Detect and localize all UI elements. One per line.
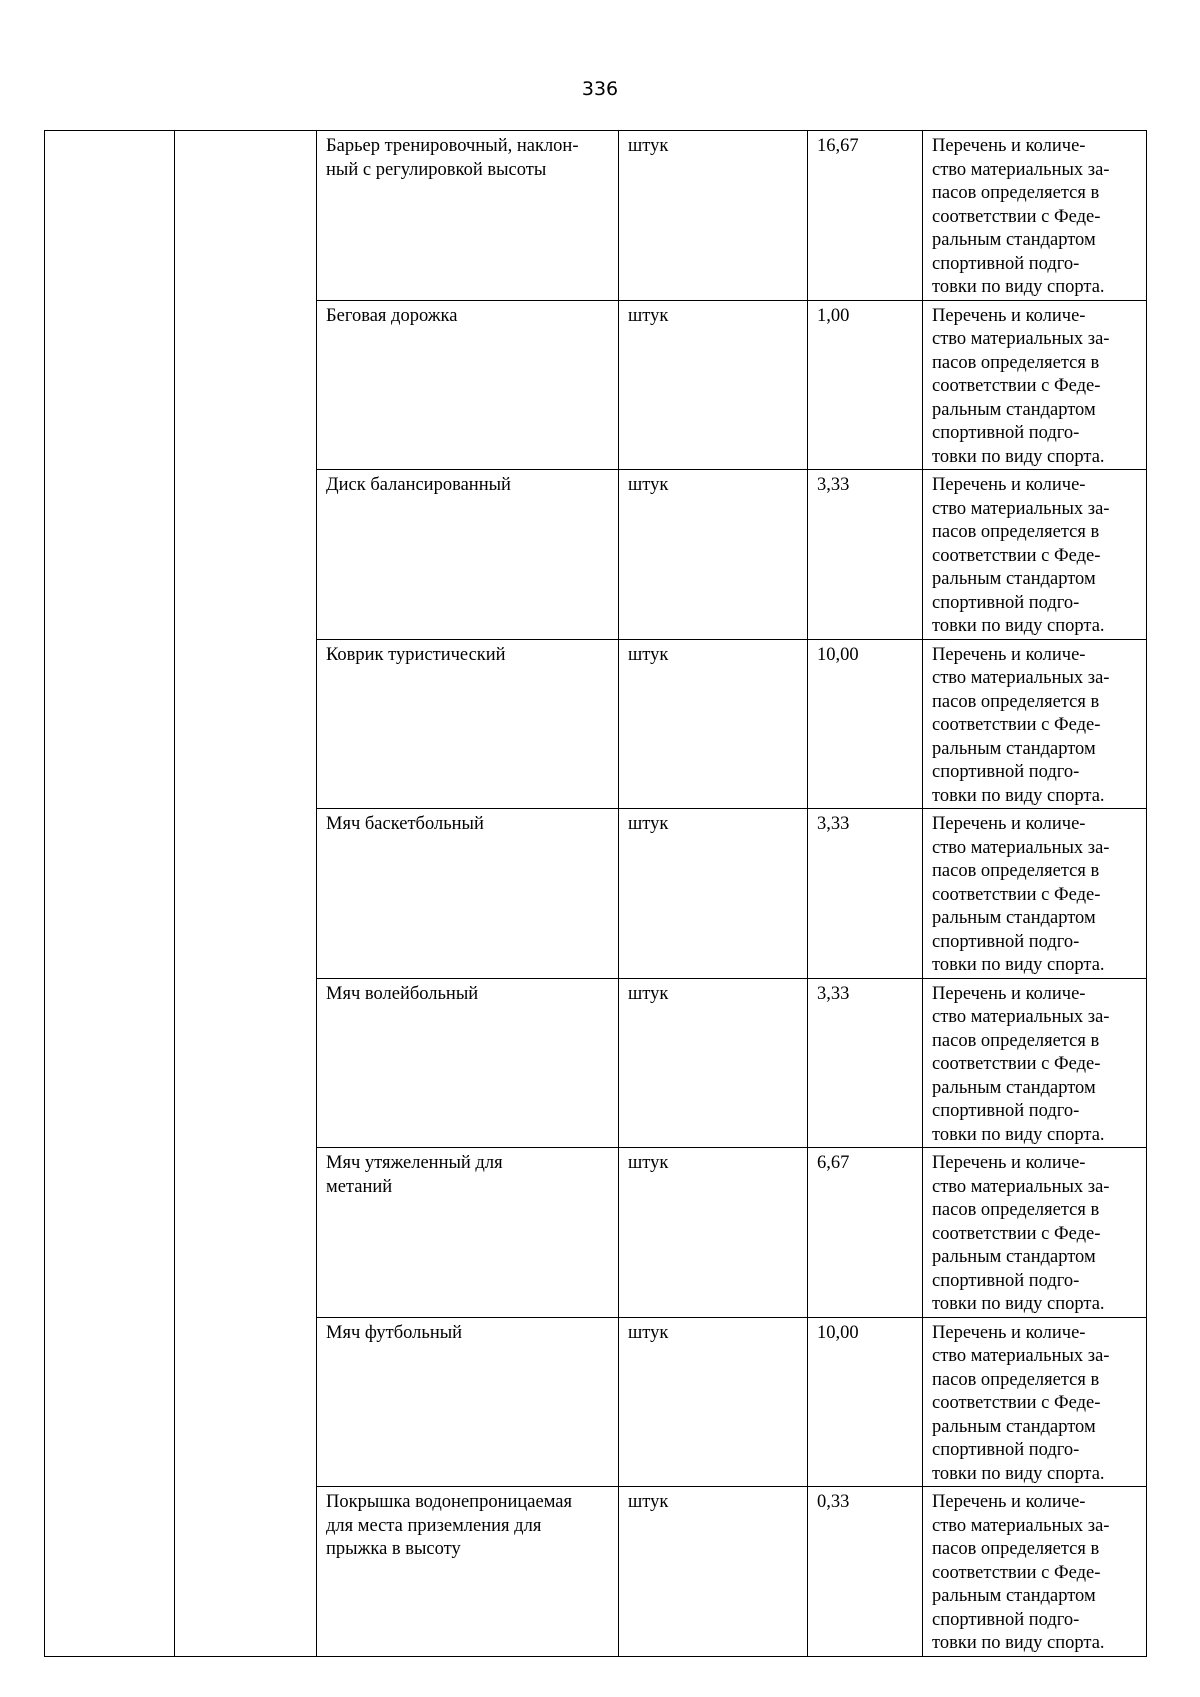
note-cell: Перечень и количе- ство материальных за- пасов определяется в соответствии с Феде- ральным стандартом спортивной подго- товки по виду спорта. [923, 470, 1147, 640]
quantity-cell: 1,00 [808, 300, 923, 470]
item-name-cell: Покрышка водонепроницаемая для места приземления для прыжка в высоту [317, 1487, 619, 1657]
item-name-cell: Беговая дорожка [317, 300, 619, 470]
unit-cell: штук [619, 809, 808, 979]
page-number: 336 [581, 78, 619, 100]
note-cell: Перечень и количе- ство материальных за- пасов определяется в соответствии с Феде- ральным стандартом спортивной подго- товки по виду спорта. [923, 131, 1147, 301]
quantity-cell: 6,67 [808, 1148, 923, 1318]
note-cell: Перечень и количе- ство материальных за- пасов определяется в соответствии с Феде- ральным стандартом спортивной подго- товки по виду спорта. [923, 1317, 1147, 1487]
materials-table [44, 130, 1147, 1657]
quantity-cell: 3,33 [808, 809, 923, 979]
unit-cell: штук [619, 1148, 808, 1318]
item-name-cell: Мяч футбольный [317, 1317, 619, 1487]
unit-cell: штук [619, 300, 808, 470]
unit-cell: штук [619, 639, 808, 809]
quantity-cell: 3,33 [808, 470, 923, 640]
unit-cell: штук [619, 1487, 808, 1657]
quantity-cell: 16,67 [808, 131, 923, 301]
item-name-cell: Коврик туристический [317, 639, 619, 809]
table-body [45, 131, 1147, 1657]
quantity-cell: 0,33 [808, 1487, 923, 1657]
quantity-cell: 3,33 [808, 978, 923, 1148]
item-name-cell: Мяч волейбольный [317, 978, 619, 1148]
item-name-cell: Барьер тренировочный, наклон- ный с регулировкой высоты [317, 131, 619, 301]
note-cell: Перечень и количе- ство материальных за- пасов определяется в соответствии с Феде- ральным стандартом спортивной подго- товки по виду спорта. [923, 639, 1147, 809]
note-cell: Перечень и количе- ство материальных за- пасов определяется в соответствии с Феде- ральным стандартом спортивной подго- товки по виду спорта. [923, 300, 1147, 470]
note-cell: Перечень и количе- ство материальных за- пасов определяется в соответствии с Феде- ральным стандартом спортивной подго- товки по виду спорта. [923, 1487, 1147, 1657]
unit-cell: штук [619, 470, 808, 640]
group-col-1 [45, 131, 175, 1657]
table-row [45, 131, 1147, 301]
unit-cell: штук [619, 1317, 808, 1487]
item-name-cell: Мяч утяжеленный для метаний [317, 1148, 619, 1318]
group-col-2 [175, 131, 317, 1657]
unit-cell: штук [619, 978, 808, 1148]
item-name-cell: Диск балансированный [317, 470, 619, 640]
note-cell: Перечень и количе- ство материальных за- пасов определяется в соответствии с Феде- ральным стандартом спортивной подго- товки по виду спорта. [923, 809, 1147, 979]
quantity-cell: 10,00 [808, 639, 923, 809]
note-cell: Перечень и количе- ство материальных за- пасов определяется в соответствии с Феде- ральным стандартом спортивной подго- товки по виду спорта. [923, 978, 1147, 1148]
unit-cell: штук [619, 131, 808, 301]
quantity-cell: 10,00 [808, 1317, 923, 1487]
item-name-cell: Мяч баскетбольный [317, 809, 619, 979]
note-cell: Перечень и количе- ство материальных за- пасов определяется в соответствии с Феде- ральным стандартом спортивной подго- товки по виду спорта. [923, 1148, 1147, 1318]
